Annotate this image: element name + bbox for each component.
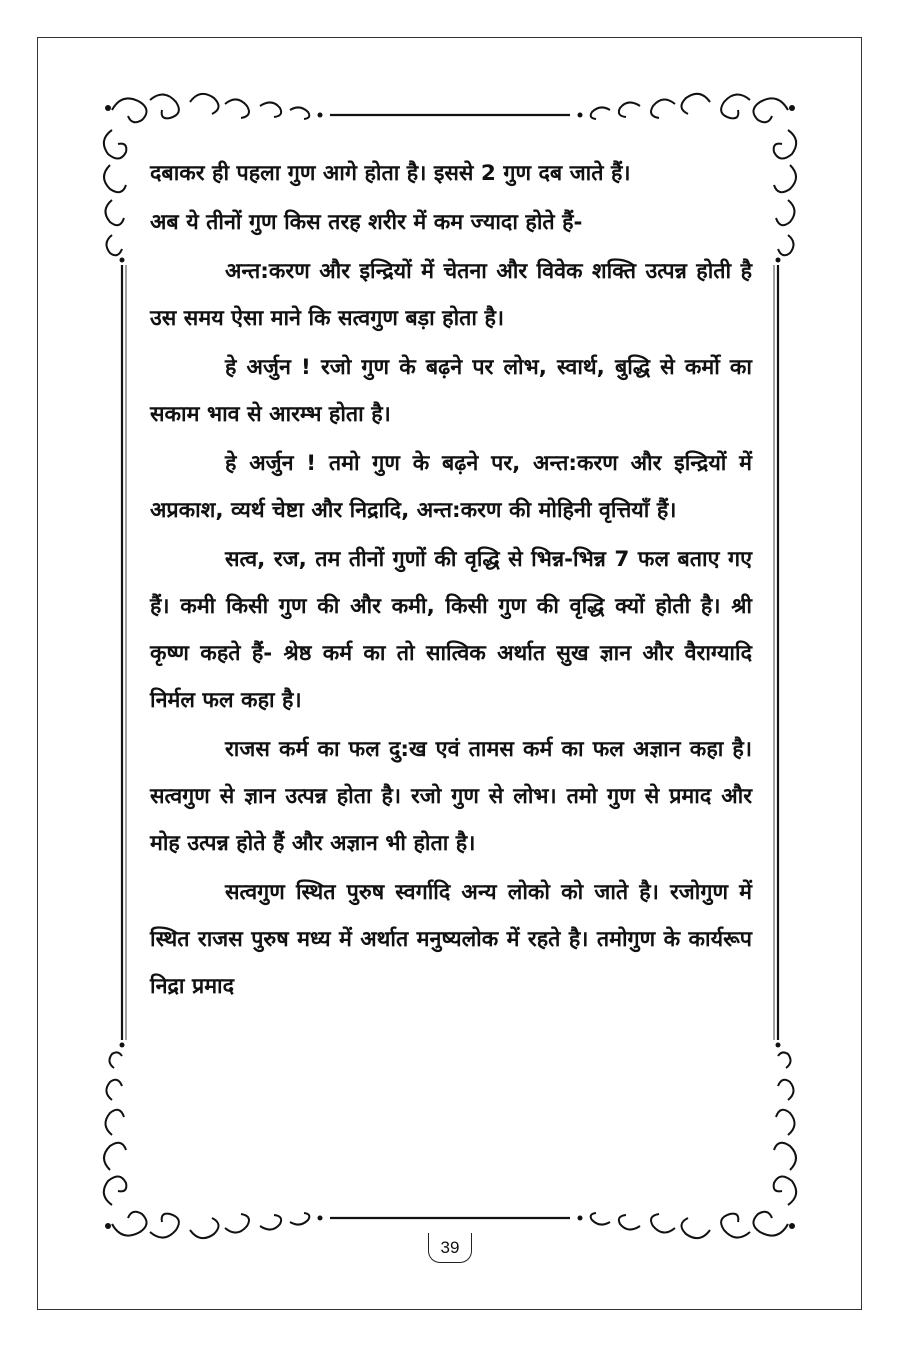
page-number: 39 bbox=[428, 1233, 472, 1263]
paragraph-7: राजस कर्म का फल दु:ख एवं तामस कर्म का फल अज्ञान कहा है। सत्वगुण से ज्ञान उत्पन्न होता है। रजो गुण से लोभ। तमो गुण से प्रमाद और मोह उत्पन्न होते हैं और अज्ञान भी होता है। bbox=[150, 737, 752, 856]
paragraph-3: अन्त:करण और इन्द्रियों में चेतना और विवेक शक्ति उत्पन्न होती है उस समय ऐसा माने कि सत्वगुण बड़ा होता है। bbox=[150, 259, 752, 331]
paragraph-6: सत्व, रज, तम तीनों गुणों की वृद्धि से भिन्न-भिन्न 7 फल बताए गए हैं। कमी किसी गुण की और कमी, किसी गुण की वृद्धि क्यों होती है। श्री कृष्ण कहते हैं- श्रेष्ठ कर्म का तो सात्विक अर्थात सुख ज्ञान और वैराग्यादि निर्मल फल कहा है। bbox=[150, 547, 752, 713]
page-body-text bbox=[150, 150, 752, 1012]
paragraph-1: दबाकर ही पहला गुण आगे होता है। इससे 2 गुण दब जाते हैं। bbox=[150, 161, 631, 186]
paragraph-2: अब ये तीनों गुण किस तरह शरीर में कम ज्यादा होते हैं- bbox=[150, 210, 583, 235]
paragraph-5: हे अर्जुन ! तमो गुण के बढ़ने पर, अन्त:करण और इन्द्रियों में अप्रकाश, व्यर्थ चेष्टा और निद्रादि, अन्त:करण की मोहिनी वृत्तियाँ हैं। bbox=[150, 451, 752, 523]
paragraph-4: हे अर्जुन ! रजो गुण के बढ़ने पर लोभ, स्वार्थ, बुद्धि से कर्मो का सकाम भाव से आरम्भ होता है। bbox=[150, 355, 752, 427]
paragraph-8: सत्वगुण स्थित पुरुष स्वर्गादि अन्य लोको को जाते है। रजोगुण में स्थित राजस पुरुष मध्य में अर्थात मनुष्यलोक में रहते है। तमोगुण के कार्यरूप निद्रा प्रमाद bbox=[150, 880, 752, 999]
